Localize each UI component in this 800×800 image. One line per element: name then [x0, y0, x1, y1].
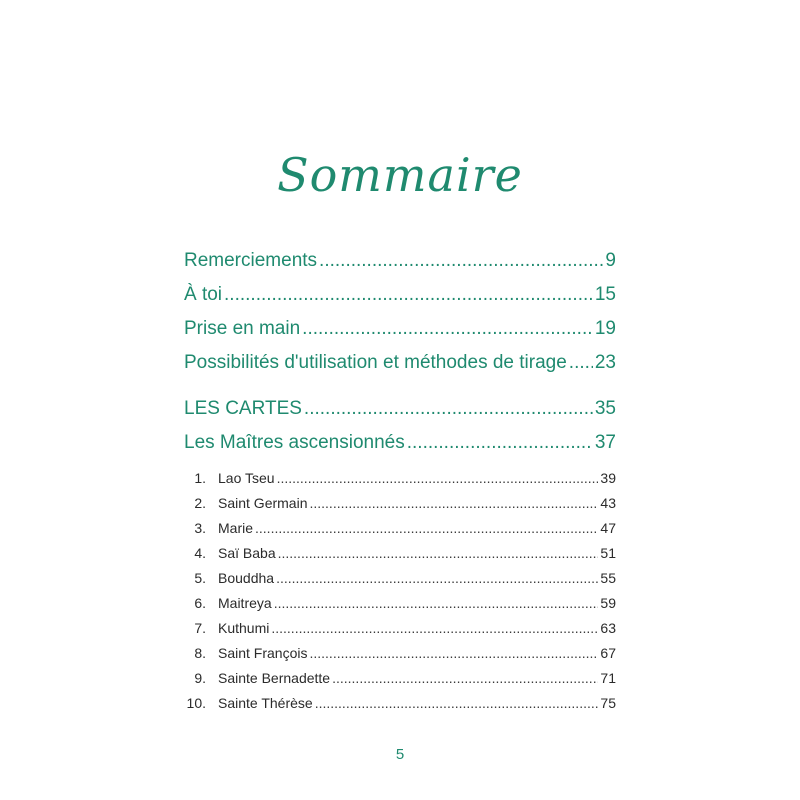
sub-entry-page: 43 — [600, 495, 616, 511]
sub-entry-page: 67 — [600, 645, 616, 661]
toc-sub-entry — [184, 570, 616, 595]
dot-leader — [255, 520, 598, 536]
sub-entry-number: 10. — [186, 695, 206, 711]
toc-entry — [184, 250, 616, 284]
sub-entry-page: 63 — [600, 620, 616, 636]
sub-entry-page: 51 — [600, 545, 616, 561]
sub-entry-page: 47 — [600, 520, 616, 536]
sub-entry-number: 9. — [194, 670, 206, 686]
dot-leader — [304, 398, 593, 420]
toc-entry-page: 15 — [594, 284, 616, 305]
table-of-contents — [184, 250, 616, 720]
sub-entry-number: 2. — [194, 495, 206, 511]
sub-entry-number: 3. — [194, 520, 206, 536]
toc-entry — [184, 352, 616, 386]
toc-entry-label: À toi — [184, 284, 223, 305]
toc-sub-entry — [184, 545, 616, 570]
dot-leader — [224, 284, 593, 306]
sub-entry-number: 1. — [194, 470, 206, 486]
toc-entry-page: 37 — [594, 432, 616, 453]
toc-entry-label: LES CARTES — [184, 398, 302, 419]
sub-entry-label: Bouddha — [218, 570, 275, 586]
dot-leader — [319, 250, 603, 272]
sub-entry-label: Saï Baba — [218, 545, 276, 561]
sub-entry-page: 71 — [600, 670, 616, 686]
toc-sub-entry — [184, 670, 616, 695]
sub-entry-number: 6. — [194, 595, 206, 611]
sub-entry-page: 39 — [600, 470, 616, 486]
sub-entry-number: 5. — [194, 570, 206, 586]
sub-entry-label: Lao Tseu — [218, 470, 275, 486]
dot-leader — [569, 352, 593, 374]
sub-entry-number: 8. — [194, 645, 206, 661]
dot-leader — [277, 470, 599, 486]
sub-entry-list — [184, 470, 616, 720]
toc-entry-page: 35 — [594, 398, 616, 419]
dot-leader — [332, 670, 598, 686]
toc-sub-entry — [184, 520, 616, 545]
sub-entry-number: 4. — [194, 545, 206, 561]
sub-entry-page: 75 — [600, 695, 616, 711]
sub-entry-label: Marie — [218, 520, 254, 536]
toc-entry-label: Possibilités d'utilisation et méthodes de tirage — [184, 352, 567, 373]
toc-entry-label: Remerciements — [184, 250, 318, 271]
sub-entry-label: Kuthumi — [218, 620, 270, 636]
sub-entry-label: Saint François — [218, 645, 308, 661]
dot-leader — [271, 620, 598, 636]
dot-leader — [315, 695, 599, 711]
toc-sub-entry — [184, 695, 616, 720]
dot-leader — [302, 318, 593, 340]
toc-sub-entry — [184, 645, 616, 670]
toc-sub-entry — [184, 495, 616, 520]
dot-leader — [278, 545, 599, 561]
toc-entry — [184, 318, 616, 352]
dot-leader — [276, 570, 598, 586]
toc-section-entry — [184, 398, 616, 432]
toc-entry-page: 9 — [605, 250, 616, 271]
dot-leader — [274, 595, 599, 611]
dot-leader — [309, 645, 598, 661]
sub-entry-number: 7. — [194, 620, 206, 636]
sub-entry-label: Sainte Thérèse — [218, 695, 313, 711]
page-number: 5 — [395, 746, 405, 763]
dot-leader — [309, 495, 598, 511]
toc-entry — [184, 284, 616, 318]
dot-leader — [407, 432, 593, 454]
toc-sub-entry — [184, 595, 616, 620]
sub-entry-page: 59 — [600, 595, 616, 611]
page-title: Sommaire — [277, 148, 523, 202]
toc-sub-entry — [184, 620, 616, 645]
sub-entry-label: Sainte Bernadette — [218, 670, 331, 686]
toc-entry-page: 19 — [594, 318, 616, 339]
toc-entry-label: Les Maîtres ascensionnés — [184, 432, 405, 453]
toc-sub-entry — [184, 470, 616, 495]
sub-entry-label: Maitreya — [218, 595, 272, 611]
sub-entry-page: 55 — [600, 570, 616, 586]
toc-entry-page: 23 — [594, 352, 616, 373]
toc-section-entry — [184, 432, 616, 466]
sub-entry-label: Saint Germain — [218, 495, 308, 511]
toc-entry-label: Prise en main — [184, 318, 301, 339]
